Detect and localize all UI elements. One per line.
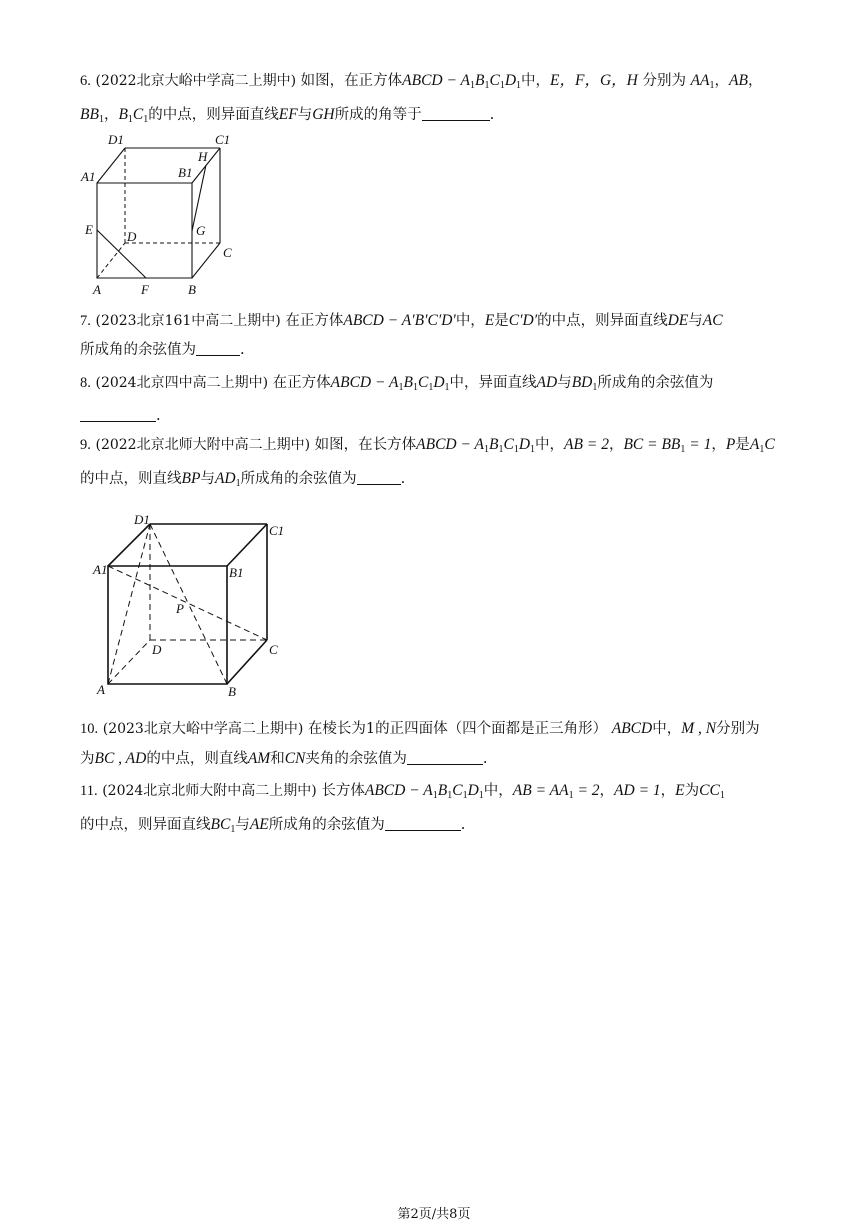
question-text: 如图，在长方体 <box>314 437 417 453</box>
question-text: 在棱长为1的正四面体（四个面都是正三角形） <box>307 721 608 737</box>
label-H: H <box>198 149 208 164</box>
question-10-line-2: 为BC , AD的中点，则直线AM和CN夹角的余弦值为 . <box>80 750 488 767</box>
question-text: 与 <box>200 471 215 487</box>
question-text: 所成角的余弦值为 <box>597 375 714 391</box>
label-B1: B1 <box>178 165 193 180</box>
math-expression: CN <box>284 750 306 767</box>
math-expression: ABCD <box>611 720 653 737</box>
label-E: E <box>85 222 93 237</box>
answer-blank <box>422 106 490 121</box>
question-text: 中， <box>652 721 682 737</box>
question-text: 为 <box>80 751 95 767</box>
label-D1: D1 <box>134 512 150 527</box>
question-text: 的中点，则异面直线 <box>537 313 668 329</box>
question-6-line-2: $BB_1$，$B_1C_1$的中点，则异面直线EF与GH所成的角等于 . <box>80 106 495 125</box>
question-text: 与 <box>235 817 250 833</box>
question-text: 与 <box>297 107 313 123</box>
question-text: 和 <box>270 751 285 767</box>
question-11-line-2: 的中点，则异面直线$BC_1$与AE所成角的余弦值为 . <box>80 816 466 835</box>
question-8-line-1 <box>80 368 792 402</box>
label-F: F <box>141 282 149 297</box>
question-text: 中， <box>455 313 485 329</box>
question-source: (2024北京北师大附中高二上期中) <box>102 783 317 799</box>
math-expression: E <box>675 782 685 799</box>
question-source: (2023北京161中高二上期中) <box>95 313 281 329</box>
answer-blank <box>80 407 156 422</box>
label-P: P <box>176 601 184 616</box>
question-source: (2023北京大峪中学高二上期中) <box>102 721 304 737</box>
label-C: C <box>223 245 232 260</box>
math-expression: BC , AD <box>94 750 147 767</box>
math-expression: DE <box>667 312 689 329</box>
question-7 <box>80 306 792 365</box>
question-8 <box>80 368 792 431</box>
math-expression: AB <box>729 72 748 89</box>
label-C1: C1 <box>269 523 285 538</box>
figure-box-2 <box>92 512 302 702</box>
math-expression: $BD_1$ <box>571 374 598 393</box>
answer-blank <box>196 341 240 356</box>
question-text: 在正方体 <box>285 313 344 329</box>
label-C: C <box>269 642 278 657</box>
question-text: 中， <box>483 783 513 799</box>
math-expression: AM <box>247 750 271 767</box>
label-C1: C1 <box>215 132 231 147</box>
question-source: (2024北京四中高二上期中) <box>95 375 269 391</box>
question-text: 与 <box>688 313 703 329</box>
page-footer: 第2页/共8页 <box>397 1207 471 1222</box>
math-expression: $A_1C$ <box>749 436 775 455</box>
question-text: 如图，在正方体 <box>300 73 403 89</box>
math-expression: ABCD − $A_1B_1C_1D_1$ <box>330 374 450 393</box>
math-expression: ABCD − $A_1B_1C_1D_1$ <box>416 436 536 455</box>
math-expression: P <box>725 436 736 453</box>
math-expression: $B_1C_1$ <box>118 106 149 125</box>
question-10 <box>80 714 792 774</box>
math-expression: $AA_1$ <box>690 72 715 91</box>
math-expression: $BC_1$ <box>210 816 236 835</box>
math-expression: AB = 2 <box>564 436 609 453</box>
question-number: 8. <box>80 375 91 391</box>
math-expression: $CC_1$ <box>699 782 725 801</box>
math-expression: E <box>484 312 495 329</box>
label-D: D <box>152 642 162 657</box>
label-G: G <box>196 223 206 238</box>
question-11 <box>80 776 792 844</box>
question-number: 7. <box>80 313 91 329</box>
answer-blank <box>385 816 461 831</box>
math-expression: ABCD − $A_1B_1C_1D_1$ <box>402 72 522 91</box>
label-B1: B1 <box>229 565 244 580</box>
question-9-line-2: 的中点，则直线BP与$AD_1$所成角的余弦值为 . <box>80 470 406 489</box>
question-text: 是 <box>735 437 750 453</box>
answer-blank <box>407 750 483 765</box>
math-expression: $AD_1$ <box>214 470 241 489</box>
question-text: 中， <box>535 437 565 453</box>
question-text: 中，异面直线 <box>449 375 537 391</box>
label-B: B <box>228 684 236 699</box>
question-number: 6. <box>80 73 91 89</box>
label-B: B <box>188 282 196 297</box>
math-expression: C′D′ <box>508 312 538 329</box>
question-7-line-2: 所成角的余弦值为 . <box>80 342 245 358</box>
math-expression: $BB_1$ <box>80 106 104 125</box>
question-number: 10. <box>80 721 99 737</box>
label-A1: A1 <box>81 169 96 184</box>
question-text: 中， <box>521 73 551 89</box>
question-text: 长方体 <box>321 783 365 799</box>
question-text: 夹角的余弦值为 <box>305 751 407 767</box>
question-6-line-1: 6. (2022北京大峪中学高二上期中) 如图，在正方体ABCD − $A_1B_1C_1D_1$中，E，F，G，H 分别为 $AA_1$，AB， <box>80 72 763 91</box>
math-expression: EF <box>278 106 298 123</box>
question-6 <box>80 66 792 134</box>
answer-blank <box>357 470 401 485</box>
question-text: 为 <box>684 783 700 799</box>
question-number: 11. <box>80 783 98 799</box>
question-source: (2022北京大峪中学高二上期中) <box>95 73 297 89</box>
figure-cube-1 <box>80 128 250 298</box>
label-A: A <box>93 282 101 297</box>
question-text: 分别为 <box>716 721 760 737</box>
math-expression: E，F，G，H <box>550 72 638 89</box>
question-text: 的中点，则异面直线 <box>80 817 211 833</box>
question-9-line-1: 9. (2022北京北师大附中高二上期中) 如图，在长方体ABCD − $A_1B_1C_1D_1$中，AB = 2，BC = $BB_1 = 1$，P是$A_1C$ <box>80 436 775 455</box>
question-7-line-1 <box>80 306 792 336</box>
question-text: 的中点，则直线 <box>80 471 182 487</box>
question-text: 所成的角等于 <box>334 107 422 123</box>
math-expression: AC <box>702 312 723 329</box>
question-text: 的中点，则直线 <box>146 751 248 767</box>
math-expression: BC = $BB_1 = 1$ <box>623 436 712 455</box>
math-expression: GH <box>312 106 335 123</box>
math-expression: AE <box>249 816 269 833</box>
question-11-line-1: 11. (2024北京北师大附中高二上期中) 长方体ABCD − $A_1B_1C_1D_1$中，AB = $AA_1 = 2$，AD = 1，E为$CC_1$ <box>80 782 725 801</box>
question-text: 分别为 <box>642 73 686 89</box>
question-number: 9. <box>80 437 91 453</box>
question-text: 的中点，则异面直线 <box>148 107 279 123</box>
question-10-line-1 <box>80 714 792 744</box>
question-9 <box>80 430 792 498</box>
question-text: 是 <box>494 313 509 329</box>
question-8-line-2: . <box>80 402 792 431</box>
math-expression: BP <box>181 470 201 487</box>
math-expression: AD = 1 <box>614 782 661 799</box>
math-expression: ABCD − $A_1B_1C_1D_1$ <box>364 782 484 801</box>
question-text: 在正方体 <box>272 375 331 391</box>
question-text: 与 <box>557 375 572 391</box>
math-expression: ABCD − A′B′C′D′ <box>343 312 456 329</box>
label-A1: A1 <box>93 562 108 577</box>
label-A: A <box>97 682 105 697</box>
question-source: (2022北京北师大附中高二上期中) <box>95 437 311 453</box>
math-expression: AD <box>536 374 558 391</box>
question-text: 所成角的余弦值为 <box>240 471 357 487</box>
math-expression: M , N <box>681 720 717 737</box>
question-text: 所成角的余弦值为 <box>80 342 196 358</box>
math-expression: AB = $AA_1 = 2$ <box>512 782 600 801</box>
label-D1: D1 <box>108 132 124 147</box>
label-D: D <box>127 229 137 244</box>
question-text: 所成角的余弦值为 <box>268 817 385 833</box>
